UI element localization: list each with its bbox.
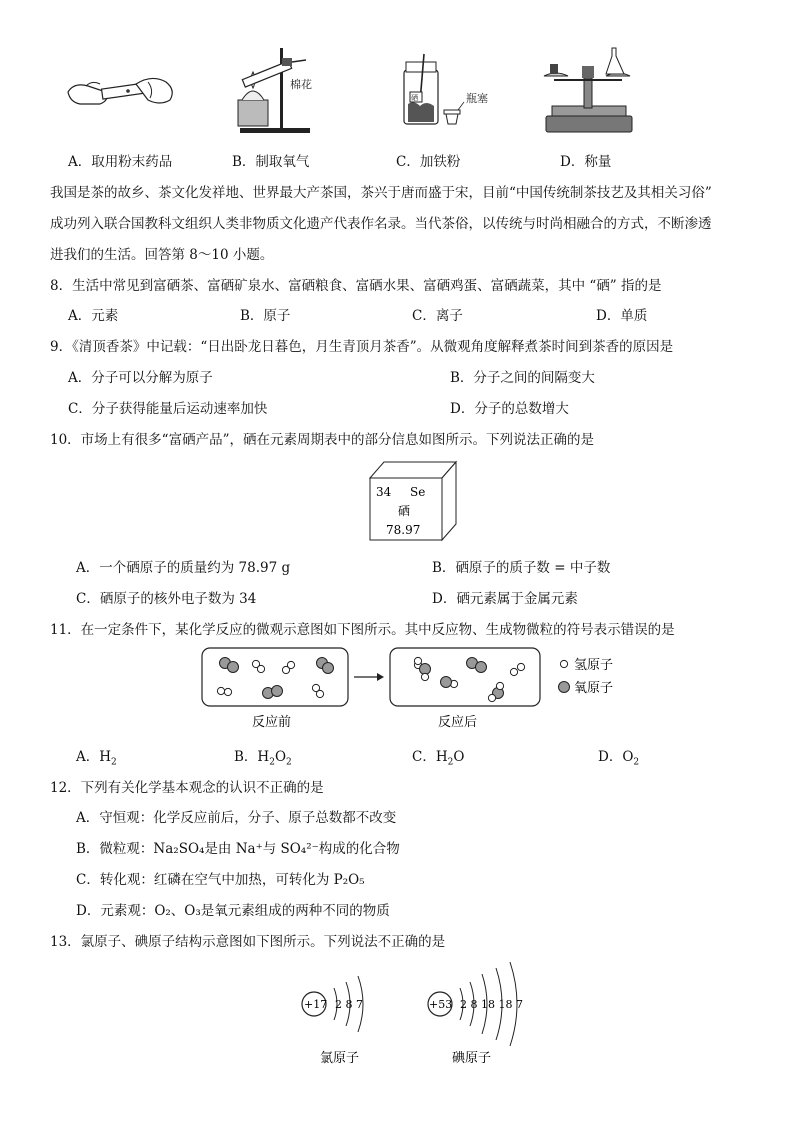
q9-option-c[interactable]: C．分子获得能量后运动速率加快 — [68, 401, 268, 417]
figure-oxygen-preparation — [232, 44, 322, 136]
after-label: 反应后 — [438, 715, 478, 730]
q10-option-c[interactable]: C．硒原子的核外电子数为 34 — [76, 591, 257, 607]
q9-option-b[interactable]: B．分子之间的间隔变大 — [450, 370, 595, 386]
intro-line-1: 我国是茶的故乡、茶文化发祥地、世界最大产茶国，茶兴于唐而盛于宋，目前“中国传统制茶技艺及其相关习俗” — [50, 185, 712, 201]
cl-shells: 2 8 7 — [335, 998, 363, 1011]
q7-option-a[interactable]: A．取用粉末药品 — [68, 154, 173, 170]
q8-stem: 8．生活中常见到富硒茶、富硒矿泉水、富硒粮食、富硒水果、富硒鸡蛋、富硒蔬菜，其中 “硒” 指的是 — [50, 278, 662, 294]
i-nucleus: +53 — [429, 998, 453, 1011]
q8-option-a[interactable]: A．元素 — [68, 308, 119, 324]
element-symbol: Se — [410, 485, 426, 499]
atom-structure-diagrams — [290, 958, 540, 1070]
q10-option-d[interactable]: D．硒元素属于金属元素 — [432, 591, 578, 607]
q10-stem: 10．市场上有很多“富硒产品”，硒在元素周期表中的部分信息如图所示。下列说法正确的是 — [50, 432, 594, 448]
i-label: 碘原子 — [452, 1051, 492, 1066]
q12-stem: 12．下列有关化学基本观念的认识不正确的是 — [50, 780, 324, 796]
element-card — [360, 458, 460, 544]
q7-option-d[interactable]: D．称量 — [560, 154, 612, 170]
q9-option-a[interactable]: A．分子可以分解为原子 — [68, 370, 213, 386]
before-label: 反应前 — [252, 715, 292, 730]
element-number: 34 — [376, 485, 392, 499]
q9-option-d[interactable]: D．分子的总数增大 — [450, 401, 569, 417]
q8-option-b[interactable]: B．原子 — [240, 308, 291, 324]
cl-nucleus: +17 — [304, 998, 328, 1011]
element-mass: 78.97 — [386, 523, 421, 537]
cotton-label: 棉花 — [290, 78, 312, 91]
q10-option-a[interactable]: A．一个硒原子的质量约为 78.97 g — [76, 560, 291, 576]
q8-option-c[interactable]: C．离子 — [412, 308, 463, 324]
q11-option-c[interactable]: C．$H_2O$ — [412, 749, 465, 768]
q11-option-b[interactable]: B．$H_2O_2$ — [234, 749, 292, 768]
legend-hydrogen: 氢原子 — [574, 658, 614, 673]
intro-line-2: 成功列入联合国教科文组织人类非物质文化遗产代表作名录。当代茶俗，以传统与时尚相融合的方式，不断渗透 — [50, 216, 712, 232]
q12-option-a[interactable]: A．守恒观：化学反应前后，分子、原子总数都不改变 — [76, 810, 397, 826]
figure-powder-sampling — [66, 70, 178, 112]
bottle-label: 硒 — [411, 94, 418, 102]
i-shells: 2 8 18 18 7 — [460, 998, 523, 1011]
intro-line-3: 进我们的生活。回答第 8～10 小题。 — [50, 247, 274, 263]
q11-option-d[interactable]: D．$O_2$ — [598, 749, 640, 768]
q13-stem: 13．氯原子、碘原子结构示意图如下图所示。下列说法不正确的是 — [50, 934, 446, 950]
reaction-diagram — [196, 646, 656, 732]
q8-option-d[interactable]: D．单质 — [596, 308, 648, 324]
q12-option-d[interactable]: D．元素观：O₂、O₃是氧元素组成的两种不同的物质 — [76, 903, 390, 919]
legend-oxygen: 氧原子 — [574, 681, 614, 696]
stopper-label: 瓶塞 — [466, 92, 488, 105]
q7-option-b[interactable]: B．制取氧气 — [232, 154, 310, 170]
cl-label: 氯原子 — [320, 1051, 360, 1066]
element-name: 硒 — [398, 504, 411, 518]
q9-stem: 9．《清顶香茶》中记载：“日出卧龙日暮色，月生青顶月茶香”。从微观角度解释煮茶时间到茶香的原因是 — [50, 339, 674, 355]
q12-option-c[interactable]: C．转化观：红磷在空气中加热，可转化为 P₂O₅ — [76, 872, 365, 888]
figure-add-iron-powder — [396, 52, 490, 132]
q11-option-a[interactable]: A．$H_2$ — [76, 749, 117, 768]
q10-option-b[interactable]: B．硒原子的质子数 = 中子数 — [432, 560, 611, 576]
q11-stem: 11．在一定条件下，某化学反应的微观示意图如下图所示。其中反应物、生成物微粒的符号表示错误的是 — [50, 622, 675, 638]
figure-balance — [538, 46, 638, 136]
q12-option-b[interactable]: B．微粒观：Na₂SO₄是由 Na⁺与 SO₄²⁻构成的化合物 — [76, 841, 400, 857]
q7-option-c[interactable]: C．加铁粉 — [396, 154, 461, 170]
